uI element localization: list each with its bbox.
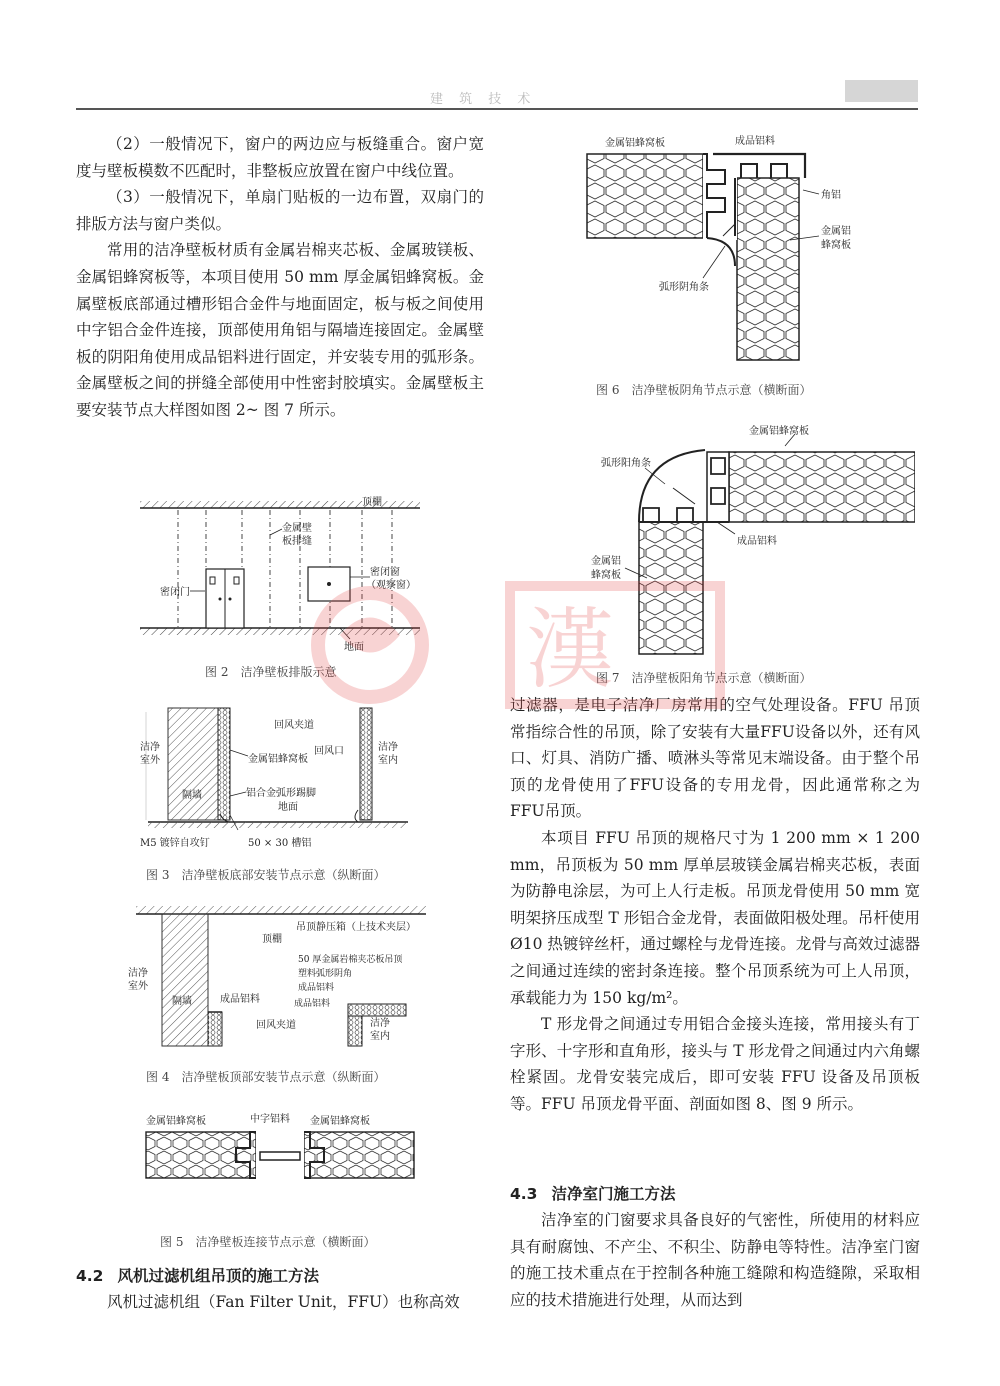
figure-5-caption: 图 5 洁净壁板连接节点示意（横断面） [160, 1235, 376, 1249]
figure-4 [126, 900, 436, 1050]
paragraph: （2）一般情况下，窗户的两边应与板缝重合。窗户宽度与壁板模数不匹配时，非整板应放置在窗户中线位置。 [76, 135, 484, 180]
section-title: 洁净室门施工方法 [551, 1185, 676, 1203]
fig4-label-partition: 隔墙 [172, 996, 192, 1007]
fig3-label-inside1: 洁净 [378, 742, 398, 753]
fig5-label-left-panel: 金属铝蜂窝板 [146, 1116, 206, 1127]
figure-6 [585, 128, 885, 368]
section-number: 4.2 [76, 1267, 104, 1285]
fig5-label-right-panel: 金属铝蜂窝板 [310, 1116, 370, 1127]
fig3-label-inside2: 室内 [378, 755, 398, 766]
fig7-label-panel-left1: 金属铝 [591, 556, 621, 567]
fig4-label-inside2: 室内 [370, 1031, 390, 1042]
fig3-label-air-gap: 回风夹道 [274, 720, 314, 731]
fig6-label-panel-right2: 蜂窝板 [821, 240, 851, 251]
fig3-label-skirting: 铝合金弧形踢脚 [246, 788, 316, 799]
fig2-label-door: 密闭门 [160, 587, 190, 598]
paragraph: 过滤器，是电子洁净厂房常用的空气处理设备。FFU 吊顶常指综合性的吊顶，除了安装有大量FFU设备以外，还有风口、灯具、消防广播、喷淋头等常见末端设备。由于整个吊顶的龙骨使用了FFU设备的专用龙骨，因此通常称之为FFU吊顶。 [510, 696, 920, 821]
fig3-label-return-port: 回风口 [314, 746, 344, 757]
figure-5 [140, 1108, 420, 1198]
fig2-label-window1: 密闭窗 [370, 567, 400, 578]
fig2-label-window2: （观察窗） [366, 580, 416, 591]
section-4-3-heading [510, 1182, 689, 1204]
fig4-label-inside1: 洁净 [370, 1018, 390, 1029]
fig3-label-floor: 地面 [278, 802, 298, 813]
fig6-label-alu: 成品铝料 [735, 136, 775, 147]
fig4-label-alu2: 成品铝料 [220, 994, 260, 1005]
section-number: 4.3 [510, 1185, 538, 1203]
figure-4-caption: 图 4 洁净壁板顶部安装节点示意（纵断面） [146, 1070, 386, 1084]
fig4-label-plastic-corner: 塑料弧形阴角 [298, 969, 353, 979]
figure-3 [138, 700, 418, 850]
fig3-label-outside1: 洁净 [140, 742, 160, 753]
fig5-label-mid: 中字铝料 [250, 1114, 290, 1125]
running-header: 建 筑 技 术 [430, 92, 537, 107]
fig2-label-joint2: 板排缝 [282, 536, 312, 547]
right-tail-text: 洁净室的门窗要求具备良好的气密性，所使用的材料应具有耐腐蚀、不产尘、不积尘、防静电等特性。洁净室门窗的施工技术重点在于控制各种施工缝隙和构造缝隙，采取相应的技术措施进行处理，从而达到 [510, 1211, 920, 1309]
fig3-label-channel: 50 × 30 槽铝 [248, 838, 312, 849]
header-tab-block [845, 80, 918, 102]
fig7-label-panel-left2: 蜂窝板 [591, 570, 621, 581]
paragraph: （3）一般情况下，单扇门贴板的一边布置，双扇门的排版方法与窗户类似。 [76, 188, 484, 233]
header-rule [76, 108, 918, 110]
fig7-label-alu: 成品铝料 [737, 536, 777, 547]
figure-7 [585, 418, 915, 658]
fig2-label-ceiling: 顶棚 [362, 497, 382, 508]
fig4-label-plenum: 吊顶静压箱（上技术夹层） [296, 922, 416, 933]
paragraph: 本项目 FFU 吊顶的规格尺寸为 1 200 mm × 1 200 mm，吊顶板为 50 mm 厚单层玻镁金属岩棉夹芯板，表面为防静电涂层，为可上人行走板。吊顶龙骨使用 50 mm 宽明架挤压成型 T 形铝合金龙骨，表面做阳极处理。吊杆使用 Ø10 热镀锌丝杆，通过螺栓与龙骨连接。龙骨与高效过滤器之间通过连续的密封条连接。整个吊顶系统为可上人吊顶，承载能力为 150 kg/m²。 [510, 828, 920, 1007]
fig3-label-outside2: 室外 [140, 755, 160, 766]
fig6-label-panel-right1: 金属铝 [821, 226, 851, 237]
left-column-text [76, 131, 484, 424]
fig7-label-panel-top: 金属铝蜂窝板 [749, 426, 809, 437]
watermark-glyph: 漢 [526, 598, 615, 701]
fig4-label-ceiling-panel: 50 厚金属岩棉夹芯板吊顶 [298, 955, 403, 965]
fig7-label-arc: 弧形阳角条 [601, 458, 651, 469]
left-tail-text: 风机过滤机组（Fan Filter Unit，FFU）也称高效 [107, 1293, 460, 1311]
right-column-text [510, 692, 920, 1118]
fig2-label-floor: 地面 [344, 642, 364, 653]
figure-6-caption: 图 6 洁净壁板阴角节点示意（横断面） [596, 383, 812, 397]
fig4-label-alu3: 成品铝料 [294, 999, 331, 1009]
paragraph: 常用的洁净壁板材质有金属岩棉夹芯板、金属玻镁板、金属铝蜂窝板等，本项目使用 50 mm 厚金属铝蜂窝板。金属壁板底部通过槽形铝合金件与地面固定，板与板之间使用中字铝合金件连接，顶部使用角铝与隔墙连接固定。金属壁板的阴阳角使用成品铝料进行固定，并安装专用的弧形条。金属壁板之间的拼缝全部使用中性密封胶填实。金属壁板主要安装节点大样图如图 2~ 图 7 所示。 [76, 241, 484, 419]
section-4-2-heading [76, 1264, 333, 1286]
fig4-label-outside1: 洁净 [128, 968, 148, 979]
fig4-label-air-gap: 回风夹道 [256, 1020, 296, 1031]
fig6-label-arc: 弧形阴角条 [659, 282, 709, 293]
fig6-label-angle: 角铝 [821, 190, 841, 201]
fig2-label-joint1: 金属壁 [282, 523, 312, 534]
fig4-label-alu1: 成品铝料 [298, 983, 335, 993]
fig3-label-screw: M5 镀锌自攻钉 [140, 838, 210, 849]
fig3-label-partition: 隔墙 [182, 790, 202, 801]
figure-3-caption: 图 3 洁净壁板底部安装节点示意（纵断面） [146, 868, 386, 882]
fig4-label-ceiling: 顶棚 [262, 934, 282, 945]
section-title: 风机过滤机组吊顶的施工方法 [117, 1267, 319, 1285]
paragraph: T 形龙骨之间通过专用铝合金接头连接，常用接头有丁字形、十字形和直角形，接头与 T 形龙骨之间通过内六角螺栓紧固。龙骨安装完成后，即可安装 FFU 设备及吊顶板等。FFU 吊顶龙骨平面、剖面如图 8、图 9 所示。 [510, 1015, 920, 1113]
figure-7-caption: 图 7 洁净壁板阳角节点示意（横断面） [596, 671, 812, 685]
figure-2-caption: 图 2 洁净壁板排版示意 [205, 665, 337, 679]
fig6-label-panel-top: 金属铝蜂窝板 [605, 138, 665, 149]
fig4-label-outside2: 室外 [128, 981, 148, 992]
fig3-label-panel: 金属铝蜂窝板 [248, 754, 308, 765]
figure-2 [130, 495, 430, 655]
